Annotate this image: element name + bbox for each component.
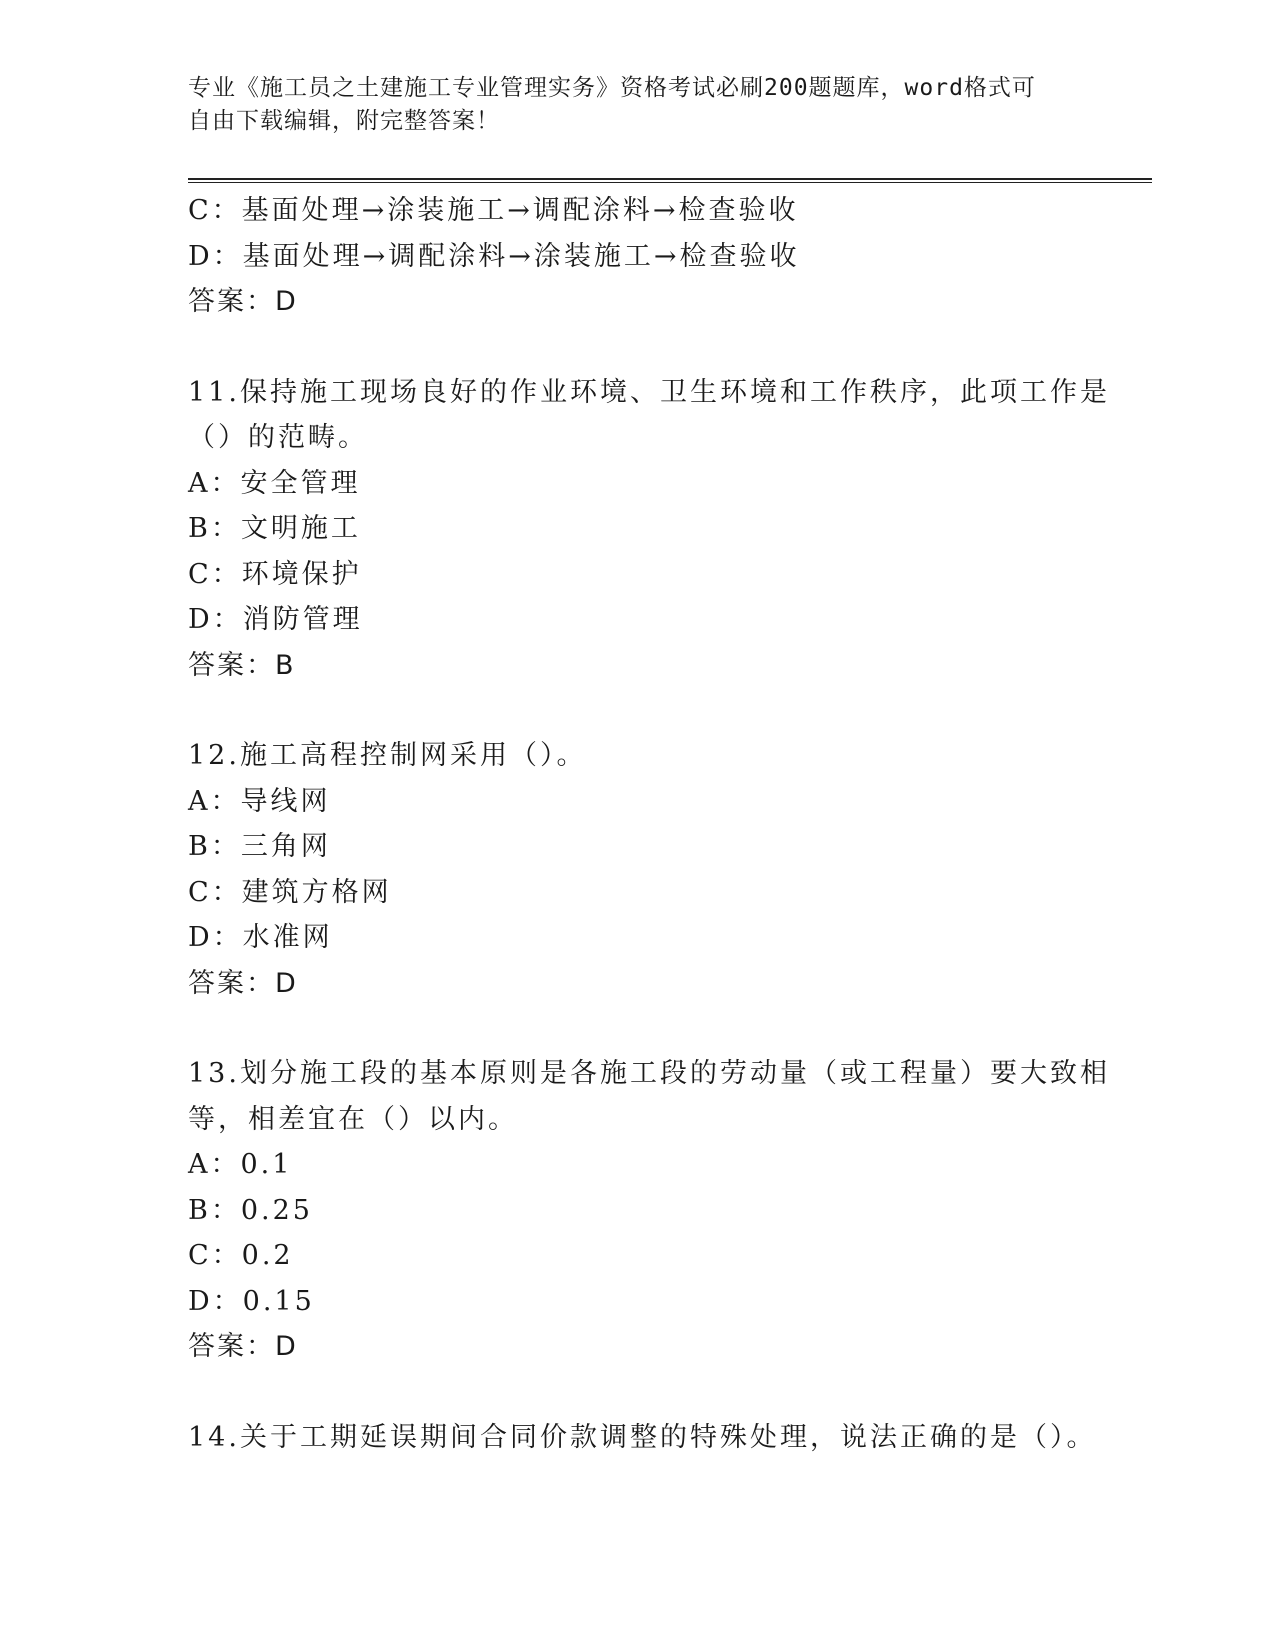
option-b: B：三角网 [188,831,331,862]
question-stem-line-1: 14.关于工期延误期间合同价款调整的特殊处理，说法正确的是（）。 [188,1421,1097,1453]
header-divider [188,178,1152,183]
option-c: C：环境保护 [188,558,362,590]
question-list [188,188,1110,1460]
question-stem-line-1: 12.施工高程控制网采用（）。 [188,740,587,771]
option-c: C：0.2 [188,1240,294,1271]
option-b: B：0.25 [188,1194,313,1226]
option-d: D：基面处理→调配涂料→涂装施工→检查验收 [188,240,800,272]
option-d: D：消防管理 [188,604,363,635]
answer-line: 答案：D [188,286,298,317]
option-d: D：0.15 [188,1285,315,1317]
answer-line: 答案：D [188,967,298,999]
question-12 [188,733,1088,1006]
option-c: C：建筑方格网 [188,876,392,908]
option-a: A：导线网 [188,785,331,817]
option-a: A：安全管理 [188,467,361,499]
question-13 [188,1051,1110,1370]
header-title-line-1: 专业《施工员之土建施工专业管理实务》资格考试必刷200题题库，word格式可 [188,75,1036,101]
option-a: A：0.1 [188,1149,293,1180]
question-stem-line-1: 13.划分施工段的基本原则是各施工段的劳动量（或工程量）要大致相 [188,1058,1110,1089]
option-b: B：文明施工 [188,513,361,544]
answer-line: 答案：B [188,649,296,681]
question-10-continuation [188,188,1088,325]
question-stem-line-2: 等，相差宜在（）以内。 [188,1103,518,1135]
question-11 [188,370,1110,689]
question-stem-line-2: （）的范畴。 [188,422,368,453]
answer-line: 答案：D [188,1331,298,1362]
option-d: D：水准网 [188,922,333,953]
question-stem-line-1: 11.保持施工现场良好的作业环境、卫生环境和工作秩序，此项工作是 [188,376,1110,408]
option-c: C：基面处理→涂装施工→调配涂料→检查验收 [188,195,799,226]
header-title-line-2: 自由下载编辑，附完整答案！ [188,108,500,134]
question-14 [188,1415,1097,1461]
document-header [188,72,1068,138]
